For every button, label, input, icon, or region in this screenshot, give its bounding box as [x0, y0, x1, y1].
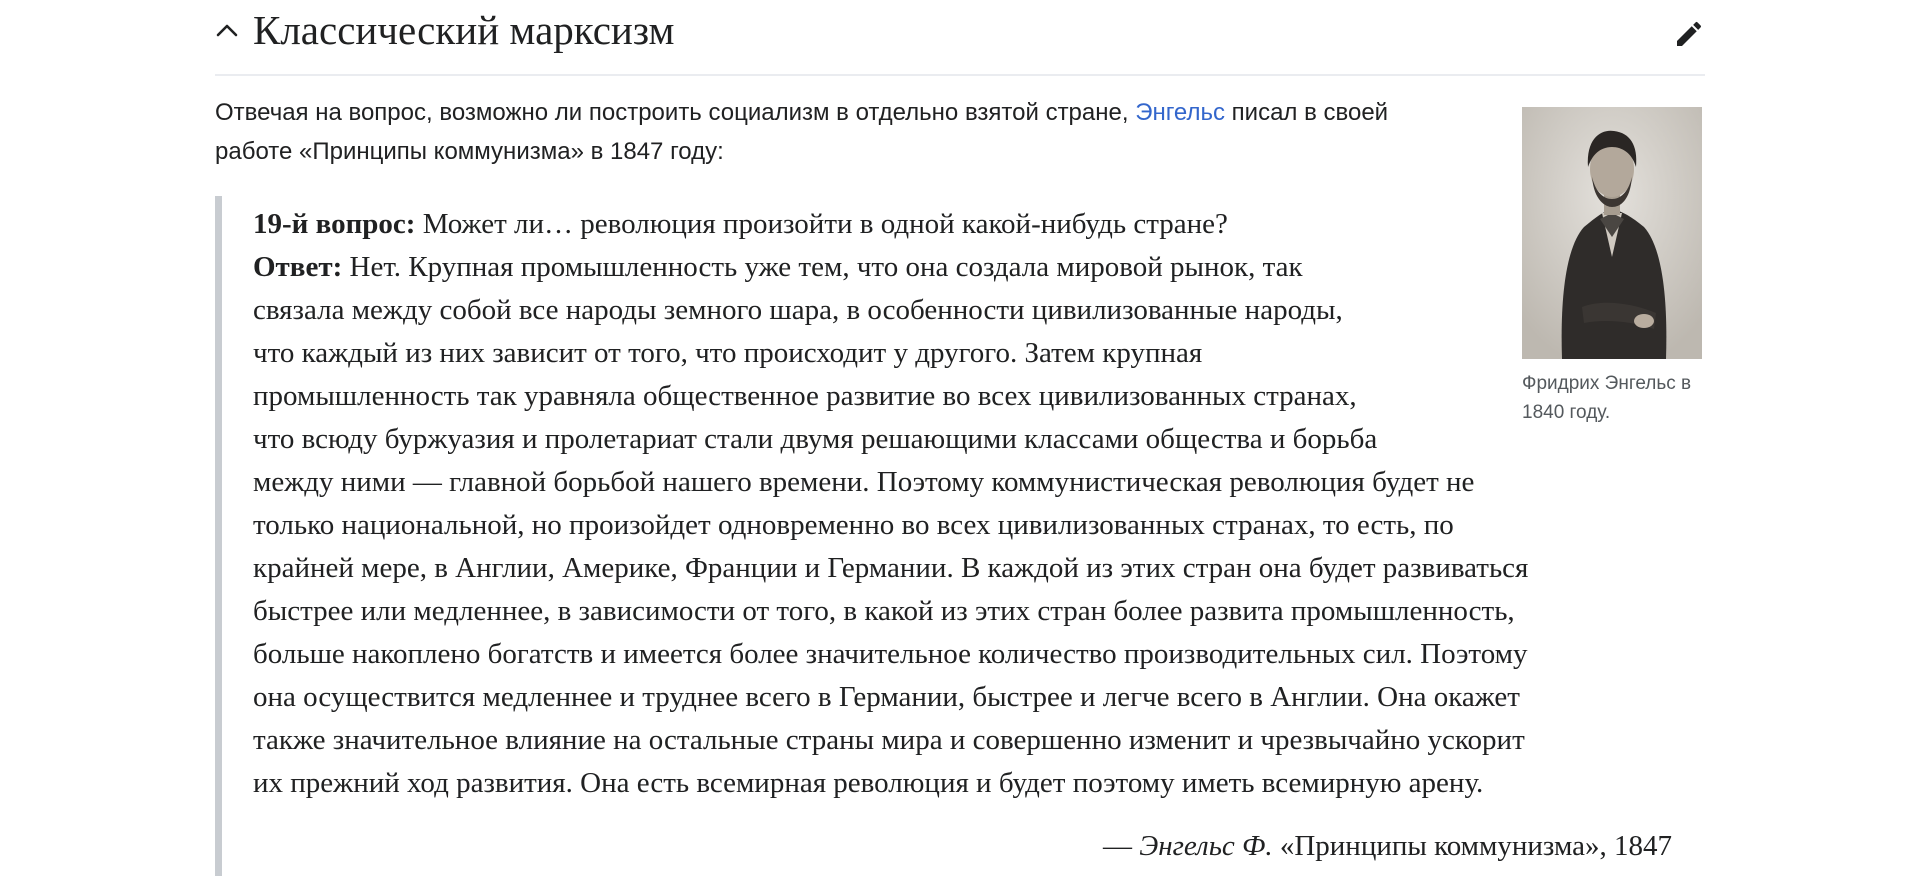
- image-caption: Фридрих Энгельс в 1840 году.: [1522, 373, 1692, 423]
- quote-attribution: [1103, 825, 1672, 868]
- attribution-author: Энгельс Ф.: [1139, 830, 1273, 862]
- quote-line: связала между собой все народы земного шара, в особенности цивилизованные народы,: [253, 294, 1343, 326]
- quote-line: между ними — главной борьбой нашего времени. Поэтому коммунистическая революция будет не: [253, 466, 1475, 498]
- answer-text: Нет. Крупная промышленность уже тем, что она создала мировой рынок, так: [342, 251, 1303, 283]
- section-heading: [215, 0, 1705, 76]
- question-label: 19-й вопрос:: [253, 208, 416, 240]
- intro-text-rest: писал в своей: [1225, 99, 1389, 126]
- intro-text: Отвечая на вопрос, возможно ли построить социализм в отдельно взятой стране,: [215, 99, 1136, 126]
- engels-link[interactable]: Энгельс: [1135, 99, 1225, 126]
- chevron-up-icon[interactable]: [215, 19, 239, 43]
- quote-line: крайней мере, в Англии, Америке, Франции и Германии. В каждой из этих стран она будет развиваться: [253, 552, 1529, 584]
- quote-body: [253, 203, 1728, 805]
- quote-answer-line: [253, 246, 1728, 289]
- quote-question-line: [253, 203, 1728, 246]
- blockquote: [215, 196, 1692, 876]
- question-text: Может ли… революция произойти в одной какой-нибудь стране?: [415, 208, 1228, 240]
- quote-line: также значительное влияние на остальные страны мира и совершенно изменит и чрезвычайно ускорит: [253, 724, 1525, 756]
- quote-line: что каждый из них зависит от того, что происходит у другого. Затем крупная: [253, 337, 1203, 369]
- answer-label: Ответ:: [253, 251, 343, 283]
- intro-paragraph: [215, 93, 1455, 171]
- pencil-icon[interactable]: [1673, 18, 1705, 50]
- intro-text-line2: работе «Принципы коммунизма» в 1847 году:: [215, 138, 724, 165]
- quote-line: она осуществится медленнее и труднее всего в Германии, быстрее и легче всего в Англии. Она окажет: [253, 681, 1520, 713]
- quote-line: быстрее или медленнее, в зависимости от того, в какой из этих стран более развита промышленность,: [253, 595, 1515, 627]
- quote-line: только национальной, но произойдет одновременно во всех цивилизованных странах, то есть, по: [253, 509, 1454, 541]
- attribution-work: «Принципы коммунизма», 1847: [1272, 830, 1672, 862]
- quote-line: больше накоплено богатств и имеется более значительное количество производительных сил. Поэтому: [253, 638, 1528, 670]
- quote-line: что всюду буржуазия и пролетариат стали двумя решающими классами общества и борьба: [253, 423, 1378, 455]
- quote-line: их прежний ход развития. Она есть всемирная революция и будет поэтому иметь всемирную арену.: [253, 767, 1484, 799]
- section-title: Классический марксизм: [253, 7, 675, 53]
- quote-line: промышленность так уравняла общественное развитие во всех цивилизованных странах,: [253, 380, 1357, 412]
- attribution-dash: —: [1102, 830, 1140, 862]
